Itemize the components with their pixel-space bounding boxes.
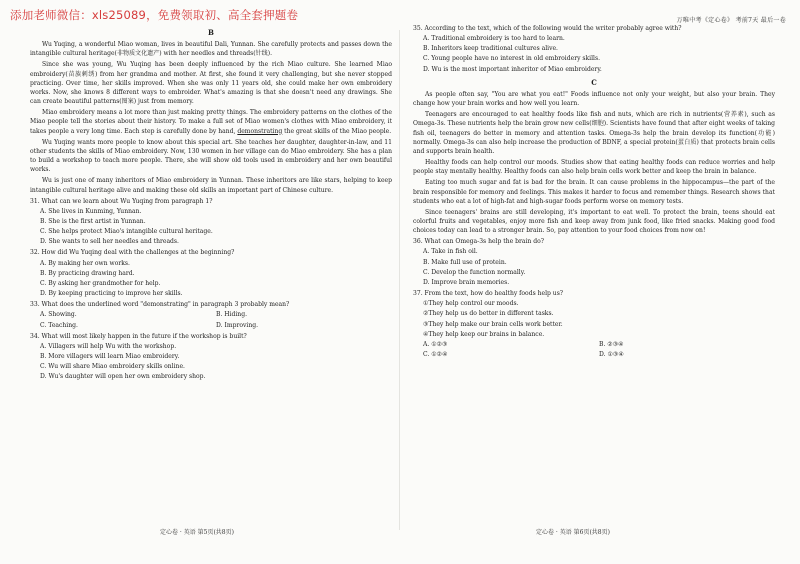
question-33: 33. What does the underlined word "demonstrating" in paragraph 3 probably mean?: [30, 301, 290, 309]
option: D. ①③④: [599, 351, 624, 358]
option: D. Wu's daughter will open her own embroidery shop.: [40, 373, 206, 381]
underlined-word: demonstrating: [237, 127, 283, 135]
watermark-text: 添加老师微信：xls25089，免费领取初、高全套押题卷: [10, 8, 299, 22]
option: A. Take in fish oil.: [423, 248, 478, 256]
section-title-b: B: [208, 28, 214, 37]
statement-item: ④They help keep our brains in balance.: [423, 330, 545, 338]
paragraph-text: the great skills of the Miao people.: [282, 127, 392, 135]
option-row: [413, 340, 775, 349]
option: D. Wu is the most important inheritor of Miao embroidery.: [423, 65, 602, 73]
passage-paragraph: Since she was young, Wu Yuqing has been deeply influenced by the rich Miao culture. She learned Miao embroidery(苗族刺绣) from her grandma and mother. At first, she found it very challenging, but she never stopped practicing. Over time, her skills improved. When she was only 11 years old, she could make her own embroidery works. Now, she knows 8 different ways to embroider. What's amazing is that she doesn't need any drawings. She can create beautiful patterns(图案) just from memory.: [30, 61, 392, 106]
option: B. Hiding.: [216, 311, 247, 319]
page-header: 万唯中考《定心卷》 考前7天 最后一卷: [676, 17, 786, 24]
page-footer-left: 定心卷 · 英语 第5页(共8页): [160, 529, 234, 536]
question-31: 31. What can we learn about Wu Yuqing from paragraph 1?: [30, 197, 213, 205]
option: A. ①②③: [423, 340, 448, 348]
option: B. ②③④: [599, 340, 624, 348]
section-title-c: C: [591, 77, 597, 87]
option: A. Villagers will help Wu with the workshop.: [40, 342, 177, 350]
option: C. She helps protect Miao's intangible cultural heritage.: [40, 228, 213, 236]
option-row: [30, 321, 392, 330]
option-row: [30, 310, 392, 319]
paragraph-text: Miao embroidery means a lot more than just making pretty things. The embroidery patterns on the clothes of the Miao people tell the stories about their history. To make a full set of Miao women's clothes with Miao embroidery, it takes people a very long time. Each step is carefully done by hand,: [30, 109, 392, 135]
option: C. ①②④: [423, 351, 448, 358]
option: D. Improving.: [216, 321, 259, 329]
option: B. Inheritors keep traditional cultures alive.: [423, 45, 558, 53]
option: B. She is the first artist in Yunnan.: [40, 217, 146, 225]
option: B. Make full use of protein.: [423, 258, 507, 266]
option: B. By practicing drawing hard.: [40, 269, 135, 277]
passage-paragraph: Wu is just one of many inheritors of Miao embroidery in Yunnan. These inheritors are like stars, helping to keep intangible cultural heritage alive and making these old skills an important part of Chinese culture.: [30, 177, 392, 194]
option: B. More villagers will learn Miao embroidery.: [40, 353, 180, 360]
question-34: 34. What will most likely happen in the future if the workshop is built?: [30, 332, 247, 340]
passage-paragraph: As people often say, "You are what you eat!" Foods influence not only your weight, but also your brain. They change how your brain works and how well you learn.: [413, 90, 775, 108]
option: C. Young people have no interest in old embroidery skills.: [423, 55, 601, 63]
option-row: [413, 350, 775, 359]
option: A. By making her own works.: [40, 259, 130, 267]
statement-item: ②They help us do better in different tasks.: [423, 310, 554, 318]
question-37: 37. From the text, how do healthy foods help us?: [413, 290, 564, 298]
question-35: 35. According to the text, which of the following would the writer probably agree with?: [413, 25, 682, 32]
option: C. Develop the function normally.: [423, 268, 526, 276]
right-page: [413, 24, 775, 360]
option: C. By asking her grandmother for help.: [40, 279, 161, 287]
question-36: 36. What can Omega-3s help the brain do?: [413, 238, 544, 246]
option: C. Teaching.: [40, 321, 78, 329]
passage-paragraph: Eating too much sugar and fat is bad for the brain. It can cause problems in the hippocampus—the part of the brain responsible for memory and feelings. This makes it harder to focus and remember things. Research shows that students who eat a lot of high-fat and high-sugar foods perform worse on memory tests.: [413, 179, 775, 205]
question-32: 32. How did Wu Yuqing deal with the challenges at the beginning?: [30, 249, 235, 257]
option: C. Wu will share Miao embroidery skills online.: [40, 363, 185, 371]
passage-paragraph: Wu Yuqing wants more people to know about this special art. She teaches her daughter, daughter-in-law, and 11 other students the skills of Miao embroidery. Now, 130 women in her village can do Miao embroidery. She has a plan to build a workshop to teach more people. There, she will show old tools used in embroidery and her own beautiful works.: [30, 138, 392, 174]
passage-paragraph: Wu Yuqing, a wonderful Miao woman, lives in beautiful Dali, Yunnan. She carefully protects and passes down the intangible cultural heritage(非物质文化遗产) with her needles and threads(针线).: [30, 41, 392, 58]
option: D. Improve brain memories.: [423, 278, 510, 286]
option: D. By keeping practicing to improve her skills.: [40, 290, 183, 298]
passage-paragraph: Healthy foods can help control our moods. Studies show that eating healthy foods can reduce worries and help people stay mentally healthy. Healthy foods can also help brain cells work better and keep the brain in balance.: [413, 159, 775, 176]
option: A. She lives in Kunming, Yunnan.: [40, 207, 142, 215]
passage-paragraph: [30, 108, 392, 135]
option: A. Traditional embroidery is too hard to learn.: [423, 35, 565, 43]
passage-paragraph: Teenagers are encouraged to eat healthy foods like fish and nuts, which are rich in nutrients(营养素), such as Omega-3s. These nutrients help the brain grow new cells(细胞). Scientists have found that after eight weeks of taking fish oil, teenagers do better in memory and attention tasks. Omega-3s help the brain develop its function(功能) normally. Omega-3s can also help increase the production of BDNF, a special protein(蛋白质) that protects brain cells and supports brain health.: [413, 111, 775, 155]
option: A. Showing.: [40, 311, 77, 319]
passage-paragraph: Since teenagers' brains are still developing, it's important to eat well. To protect the brain, teens should eat colorful fruits and vegetables, enjoy more fish and keep away from junk food, like fried snacks. Making good food choices today can lead to a stronger brain. So, pay attention to your food choices from now on!: [413, 208, 775, 235]
option: D. She wants to sell her needles and threads.: [40, 238, 179, 246]
page-footer-right: 定心卷 · 英语 第6页(共8页): [536, 529, 610, 536]
page-divider: [399, 30, 400, 530]
statement-item: ①They help control our moods.: [423, 300, 519, 308]
statement-item: ③They help make our brain cells work better.: [423, 320, 563, 328]
left-page: [30, 24, 392, 382]
